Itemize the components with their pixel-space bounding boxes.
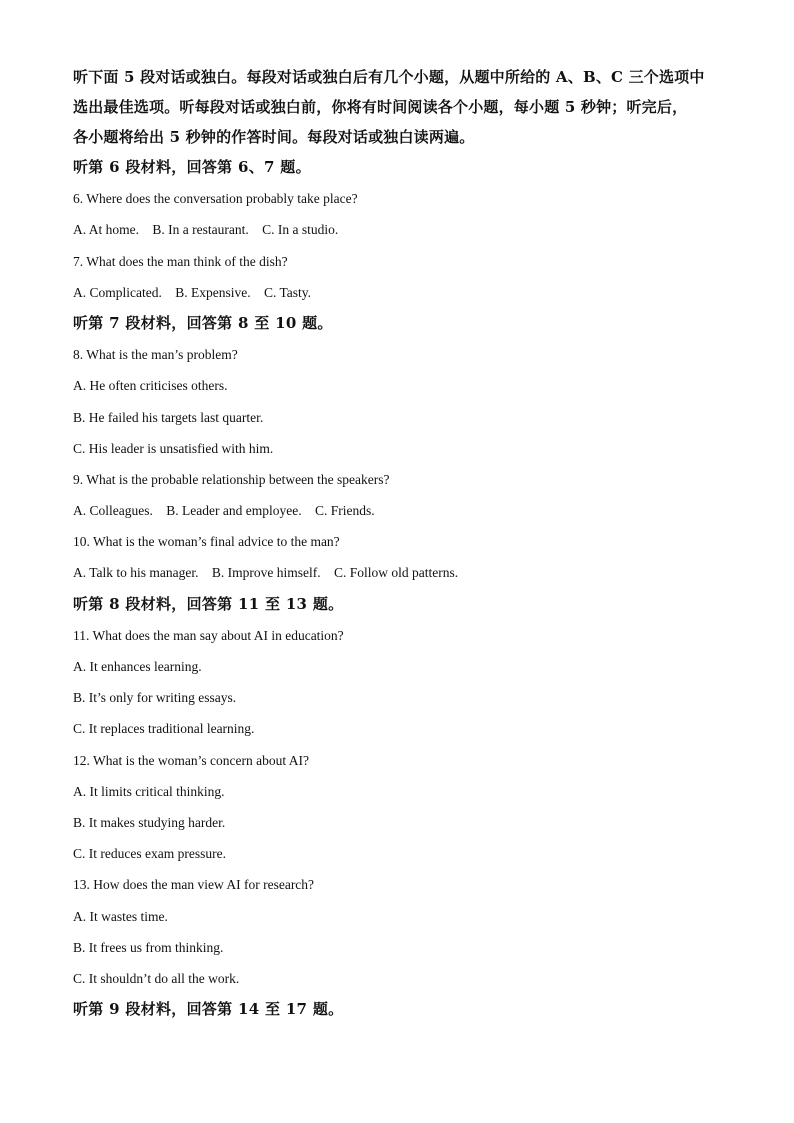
- question-stem: 8. What is the man’s problem?: [73, 347, 238, 363]
- exam-page: [73, 62, 733, 1025]
- question-stem: 10. What is the woman’s final advice to the man?: [73, 534, 340, 550]
- section-heading: 听第 6 段材料，回答第 6、7 题。: [73, 158, 311, 176]
- section-heading: 听第 7 段材料，回答第 8 至 10 题。: [73, 313, 333, 332]
- option-b: B. It makes studying harder.: [73, 814, 226, 830]
- inline-options: [73, 557, 733, 588]
- question-stem: 9. What is the probable relationship between the speakers?: [73, 471, 390, 487]
- option-c: C. It replaces traditional learning.: [73, 721, 255, 737]
- option-b: B. Leader and employee.: [166, 503, 302, 519]
- inline-options: [73, 495, 733, 526]
- option-b: B. In a restaurant.: [152, 222, 249, 238]
- option-b: B. Improve himself.: [211, 565, 321, 581]
- question-stem: 12. What is the woman’s concern about AI?: [73, 752, 309, 768]
- option-a: A. Colleagues.: [73, 503, 153, 519]
- instruction-line: 选出最佳选项。听每段对话或独白前，你将有时间阅读各个小题，每小题 5 秒钟；听完后，: [73, 98, 688, 116]
- option-c: C. His leader is unsatisfied with him.: [73, 440, 274, 456]
- option-a: A. At home.: [73, 222, 139, 238]
- option-a: A. Talk to his manager.: [73, 565, 199, 581]
- instruction-line: 各小题将给出 5 秒钟的作答时间。每段对话或独白读两遍。: [73, 128, 475, 146]
- option-c: C. It reduces exam pressure.: [73, 846, 226, 862]
- section-heading: 听第 8 段材料，回答第 11 至 13 题。: [73, 594, 344, 613]
- instruction-line: 听下面 5 段对话或独白。每段对话或独白后有几个小题，从题中所给的 A、B、C 三个选项中: [73, 68, 705, 86]
- option-c: C. Follow old patterns.: [334, 565, 459, 581]
- question-stem: 13. How does the man view AI for research?: [73, 877, 315, 893]
- option-c: C. In a studio.: [262, 222, 339, 238]
- option-a: A. He often criticises others.: [73, 378, 228, 394]
- question-stem: 11. What does the man say about AI in education?: [73, 627, 344, 643]
- option-a: A. Complicated.: [73, 284, 162, 300]
- option-a: A. It wastes time.: [73, 908, 168, 924]
- option-b: B. He failed his targets last quarter.: [73, 409, 264, 425]
- inline-options: [73, 214, 733, 245]
- option-c: C. Tasty.: [263, 284, 312, 300]
- option-c: C. Friends.: [314, 503, 375, 519]
- question-stem: 6. Where does the conversation probably take place?: [73, 191, 358, 207]
- option-b: B. It frees us from thinking.: [73, 939, 224, 955]
- option-b: B. Expensive.: [175, 284, 251, 300]
- option-c: C. It shouldn’t do all the work.: [73, 970, 240, 986]
- inline-options: [73, 277, 733, 308]
- option-a: A. It limits critical thinking.: [73, 783, 225, 799]
- instructions: [73, 62, 733, 152]
- option-a: A. It enhances learning.: [73, 659, 202, 674]
- question-stem: 7. What does the man think of the dish?: [73, 253, 288, 269]
- option-b: B. It’s only for writing essays.: [73, 690, 237, 706]
- section-heading: 听第 9 段材料，回答第 14 至 17 题。: [73, 1000, 344, 1019]
